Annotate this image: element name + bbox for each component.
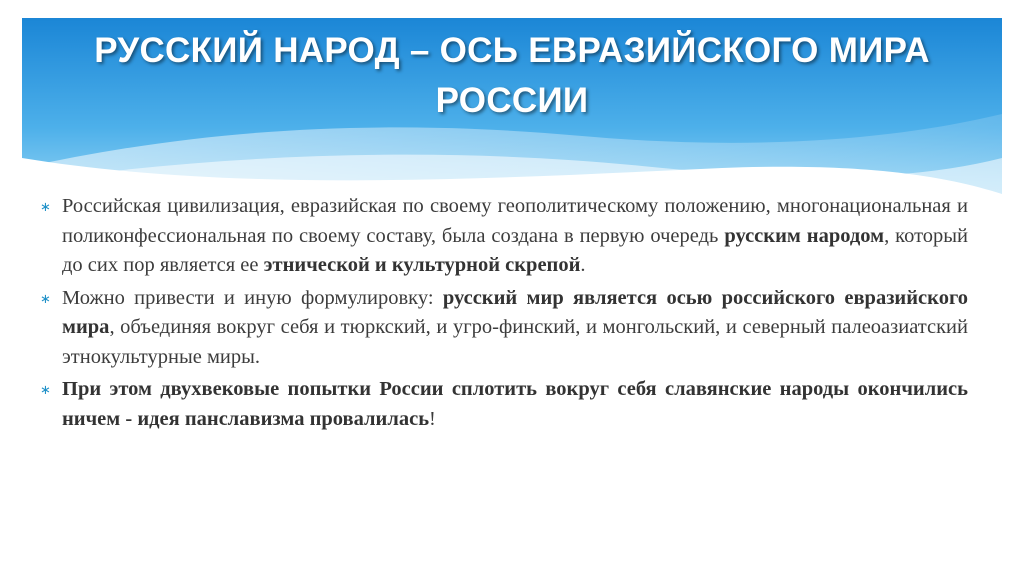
bullet-3-text-a: !	[429, 407, 436, 430]
bullet-2-text-b: , объединяя вокруг себя и тюркский, и угро-финский, и монгольский, и северный палеоазиатский этнокультурные миры.	[62, 316, 968, 368]
asterisk-bullet-icon: ∗	[40, 199, 51, 214]
slide-title	[22, 26, 1002, 126]
bullet-item-1	[40, 192, 968, 281]
title-line-2: РОССИИ	[435, 81, 589, 120]
bullet-1-bold-b: этнической и культурной скрепой	[263, 254, 581, 276]
bullet-item-2	[40, 284, 968, 373]
bullet-list	[40, 192, 968, 437]
bullet-3-bold-a: При этом двухвековые попытки России сплотить вокруг себя славянские народы окончились ничем - идея панславизма провалилась	[62, 378, 968, 430]
asterisk-bullet-icon: ∗	[40, 290, 51, 306]
bullet-1-text-b: , который до сих пор является ее	[62, 224, 968, 276]
bullet-2-bold-a: русский мир является осью российского евразийского мира	[62, 286, 968, 338]
bullet-2-text-a: Можно привести и иную формулировку:	[62, 286, 443, 309]
bullet-1-bold-a: русским народом	[724, 224, 885, 247]
bullet-1-text-a: Российская цивилизация, евразийская по своему геополитическому положению, многонациональная и поликонфессиональная по своему составу, была создана в первую очередь	[62, 195, 968, 247]
bullet-1-text-c: .	[580, 254, 586, 276]
title-line-1: РУССКИЙ НАРОД – ОСЬ ЕВРАЗИЙСКОГО МИРА	[94, 31, 930, 70]
asterisk-bullet-icon: ∗	[40, 382, 51, 397]
bullet-item-3	[40, 375, 968, 434]
